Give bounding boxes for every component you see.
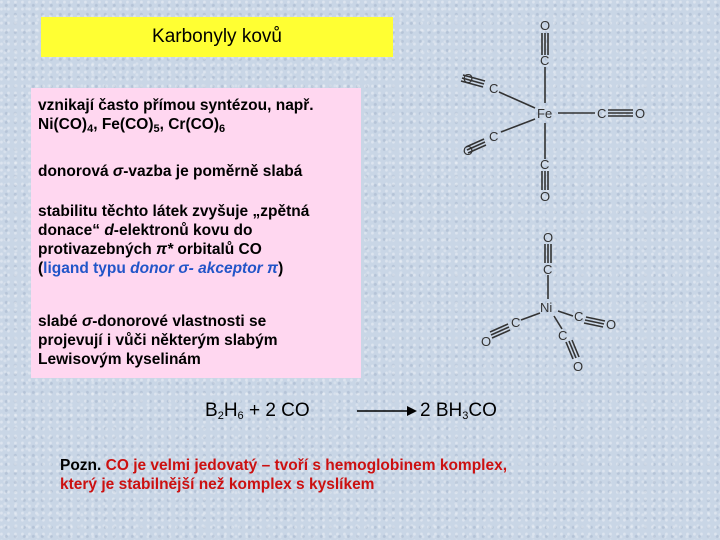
backdonation-line3-post: orbitalů CO xyxy=(173,241,262,258)
paragraph-backdonation xyxy=(38,202,309,278)
sigma-bond-pre: donorová xyxy=(38,163,113,180)
note-prefix: Pozn. xyxy=(60,457,106,474)
eq-product-co: CO xyxy=(468,400,497,421)
lewis-line3: Lewisovým kyselinám xyxy=(38,351,201,368)
note xyxy=(60,456,507,494)
title-box xyxy=(41,17,393,57)
reaction-arrow-icon xyxy=(357,401,417,421)
ni-atom-c-down: C xyxy=(558,328,568,343)
ligand-type-label: ligand typu xyxy=(43,260,131,277)
backdonation-line1: stabilitu těchto látek zvyšuje „zpětná xyxy=(38,203,310,220)
eq-b-sub: 2 xyxy=(217,410,224,422)
eq-h-sub: 6 xyxy=(237,410,244,422)
sigma-bond-post: -vazba je poměrně slabá xyxy=(123,163,303,180)
lewis-line1-post: -donorové vlastnosti se xyxy=(92,313,267,330)
paragraph-synthesis xyxy=(38,96,314,134)
ni-atom-c-top: C xyxy=(543,262,553,277)
ni-atom-c-right: C xyxy=(574,309,584,324)
cr-subscript: 6 xyxy=(219,123,226,135)
eq-h: H xyxy=(223,400,238,421)
donor-acceptor-label: donor σ- akceptor π xyxy=(130,260,279,277)
lewis-line2: projevují i vůči některým slabým xyxy=(38,332,278,349)
ni-atom-o-right: O xyxy=(606,317,617,332)
backdonation-line3-pre: protivazebných xyxy=(38,241,156,258)
backdonation-line2-pre: donace“ xyxy=(38,222,105,239)
equation-product xyxy=(420,400,497,422)
ni-metal: Ni xyxy=(540,300,553,315)
paragraph-lewis xyxy=(38,312,278,369)
eq-bh: 2 BH xyxy=(420,400,463,421)
fe-atom-o-bottom: O xyxy=(540,189,551,204)
fe-carbonyl-structure xyxy=(455,15,655,205)
fe-atom-o-ul: O xyxy=(463,71,474,86)
synthesis-line1: vznikají často přímou syntézou, např. xyxy=(38,97,314,114)
ni-carbonyl-structure xyxy=(478,225,638,380)
note-text-line1: CO je velmi jedovatý – tvoří s hemoglobinem komplex, xyxy=(105,457,508,474)
d-symbol: d xyxy=(104,222,114,239)
eq-co: + 2 CO xyxy=(243,400,310,421)
paren-open: ( xyxy=(38,260,44,277)
fe-atom-o-top: O xyxy=(540,18,551,33)
ni-atom-o-down: O xyxy=(573,359,584,374)
ni-atom-o-left: O xyxy=(481,334,492,349)
fe-formula: , Fe(CO) xyxy=(93,116,154,133)
fe-subscript: 5 xyxy=(153,123,160,135)
backdonation-line2-post: -elektronů kovu do xyxy=(113,222,253,239)
fe-metal: Fe xyxy=(537,106,553,121)
ni-subscript: 4 xyxy=(87,123,94,135)
lewis-line1-pre: slabé xyxy=(38,313,82,330)
ni-atom-c-left: C xyxy=(511,315,521,330)
fe-atom-o-ll: O xyxy=(463,143,474,158)
fe-atom-c-bottom: C xyxy=(540,157,550,172)
fe-atom-c-right: C xyxy=(597,106,607,121)
equation-reactants xyxy=(205,400,310,422)
sigma-symbol: σ xyxy=(112,163,124,180)
ni-formula: Ni(CO) xyxy=(38,116,88,133)
eq-b: B xyxy=(205,400,218,421)
eq-bh-sub: 3 xyxy=(462,410,469,422)
fe-atom-c-top: C xyxy=(540,53,550,68)
fe-atom-c-ul: C xyxy=(489,81,499,96)
cr-formula: , Cr(CO) xyxy=(159,116,220,133)
paragraph-sigma-bond xyxy=(38,162,302,181)
slide-title: Karbonyly kovů xyxy=(152,26,282,47)
paren-close: ) xyxy=(278,260,284,277)
fe-atom-c-ll: C xyxy=(489,129,499,144)
sigma-symbol-2: σ xyxy=(81,313,93,330)
note-text-line2: který je stabilnější než komplex s kyslíkem xyxy=(60,476,375,493)
ni-atom-o-top: O xyxy=(543,230,554,245)
pi-star-symbol: π* xyxy=(156,241,174,258)
fe-atom-o-right: O xyxy=(635,106,646,121)
